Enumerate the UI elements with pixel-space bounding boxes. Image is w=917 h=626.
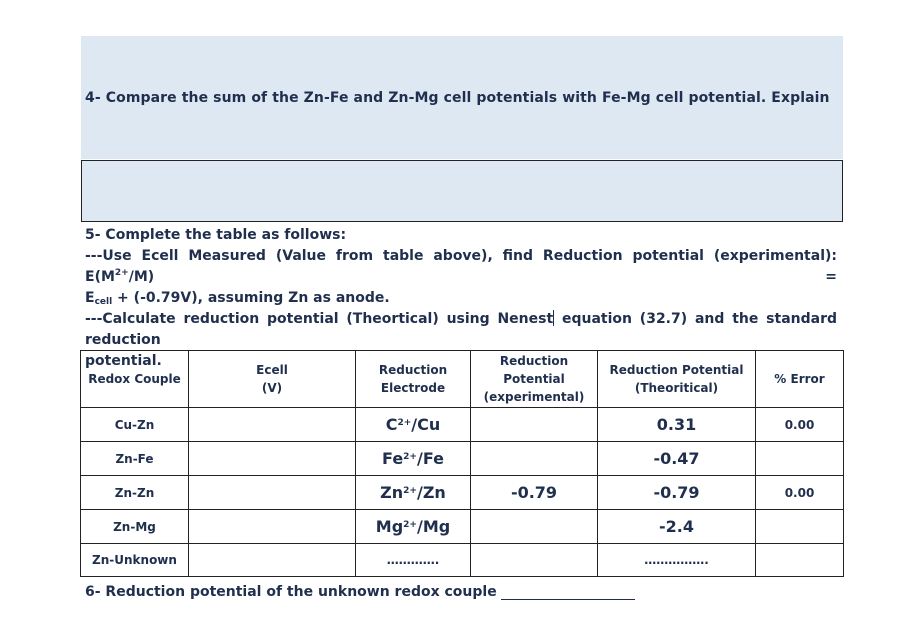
cell-electrode: $Fe^{2+}/Fe$ xyxy=(356,442,471,476)
question-5-line3: ---Calculate reduction potential (Theortical) using Nenest equation (32.7) and the standard reduction xyxy=(85,311,838,348)
cell-electrode[interactable]: …………. xyxy=(356,544,471,577)
question-5-line4: potential. xyxy=(85,353,162,369)
cell-experimental[interactable] xyxy=(471,442,598,476)
cell-theoretical[interactable]: ……………. xyxy=(598,544,756,577)
header-theoretical: Reduction Potential (Theoritical) xyxy=(598,351,756,408)
question-4-text: 4- Compare the sum of the Zn-Fe and Zn-Mg cell potentials with Fe-Mg cell potential. Explain xyxy=(85,90,830,106)
cell-ecell[interactable] xyxy=(189,510,356,544)
cell-ecell[interactable] xyxy=(189,408,356,442)
answer-box[interactable] xyxy=(81,160,843,222)
cell-experimental[interactable] xyxy=(471,408,598,442)
cell-experimental: -0.79 xyxy=(471,476,598,510)
cell-couple: Zn-Fe xyxy=(81,442,189,476)
cell-couple: Zn-Unknown xyxy=(81,544,189,577)
cell-ecell[interactable] xyxy=(189,442,356,476)
table-row xyxy=(81,476,844,510)
header-redox-couple: Redox Couple xyxy=(81,351,189,408)
question-6-text: 6- Reduction potential of the unknown redox couple xyxy=(85,584,497,600)
header-ecell: Ecell (V) xyxy=(189,351,356,408)
cell-theoretical: -0.47 xyxy=(598,442,756,476)
cell-theoretical: -2.4 xyxy=(598,510,756,544)
cell-couple: Zn-Mg xyxy=(81,510,189,544)
cell-theoretical: -0.79 xyxy=(598,476,756,510)
cell-error[interactable] xyxy=(756,510,844,544)
cell-theoretical: 0.31 xyxy=(598,408,756,442)
cell-couple: Cu-Zn xyxy=(81,408,189,442)
table-row xyxy=(81,442,844,476)
cell-electrode: $C^{2+}/Cu$ xyxy=(356,408,471,442)
cell-electrode: $Mg^{2+}/Mg$ xyxy=(356,510,471,544)
question-5-title: 5- Complete the table as follows: xyxy=(85,227,347,243)
cell-ecell[interactable] xyxy=(189,476,356,510)
cell-error[interactable] xyxy=(756,442,844,476)
table-row xyxy=(81,544,844,577)
table-row xyxy=(81,408,844,442)
cell-ecell[interactable] xyxy=(189,544,356,577)
question-6 xyxy=(85,584,635,600)
cell-experimental[interactable] xyxy=(471,510,598,544)
cell-experimental[interactable] xyxy=(471,544,598,577)
header-error: % Error xyxy=(756,351,844,408)
redox-table xyxy=(80,350,844,577)
cell-error: 0.00 xyxy=(756,476,844,510)
header-reduction-electrode: Reduction Electrode xyxy=(356,351,471,408)
question-5-line2: $E_{cell} + (-0.79V)$, assuming Zn as anode. xyxy=(85,290,390,307)
question-5-line1: ---Use Ecell Measured (Value from table above), find Reduction potential (experimental): $E(M^{2+}/M)$ = xyxy=(85,248,837,285)
answer-blank[interactable] xyxy=(501,585,635,600)
cell-electrode: $Zn^{2+}/Zn$ xyxy=(356,476,471,510)
table-row xyxy=(81,510,844,544)
cell-error[interactable] xyxy=(756,544,844,577)
header-experimental: Reduction Potential (experimental) xyxy=(471,351,598,408)
table-header-row xyxy=(81,351,844,408)
cell-error: 0.00 xyxy=(756,408,844,442)
cell-couple: Zn-Zn xyxy=(81,476,189,510)
